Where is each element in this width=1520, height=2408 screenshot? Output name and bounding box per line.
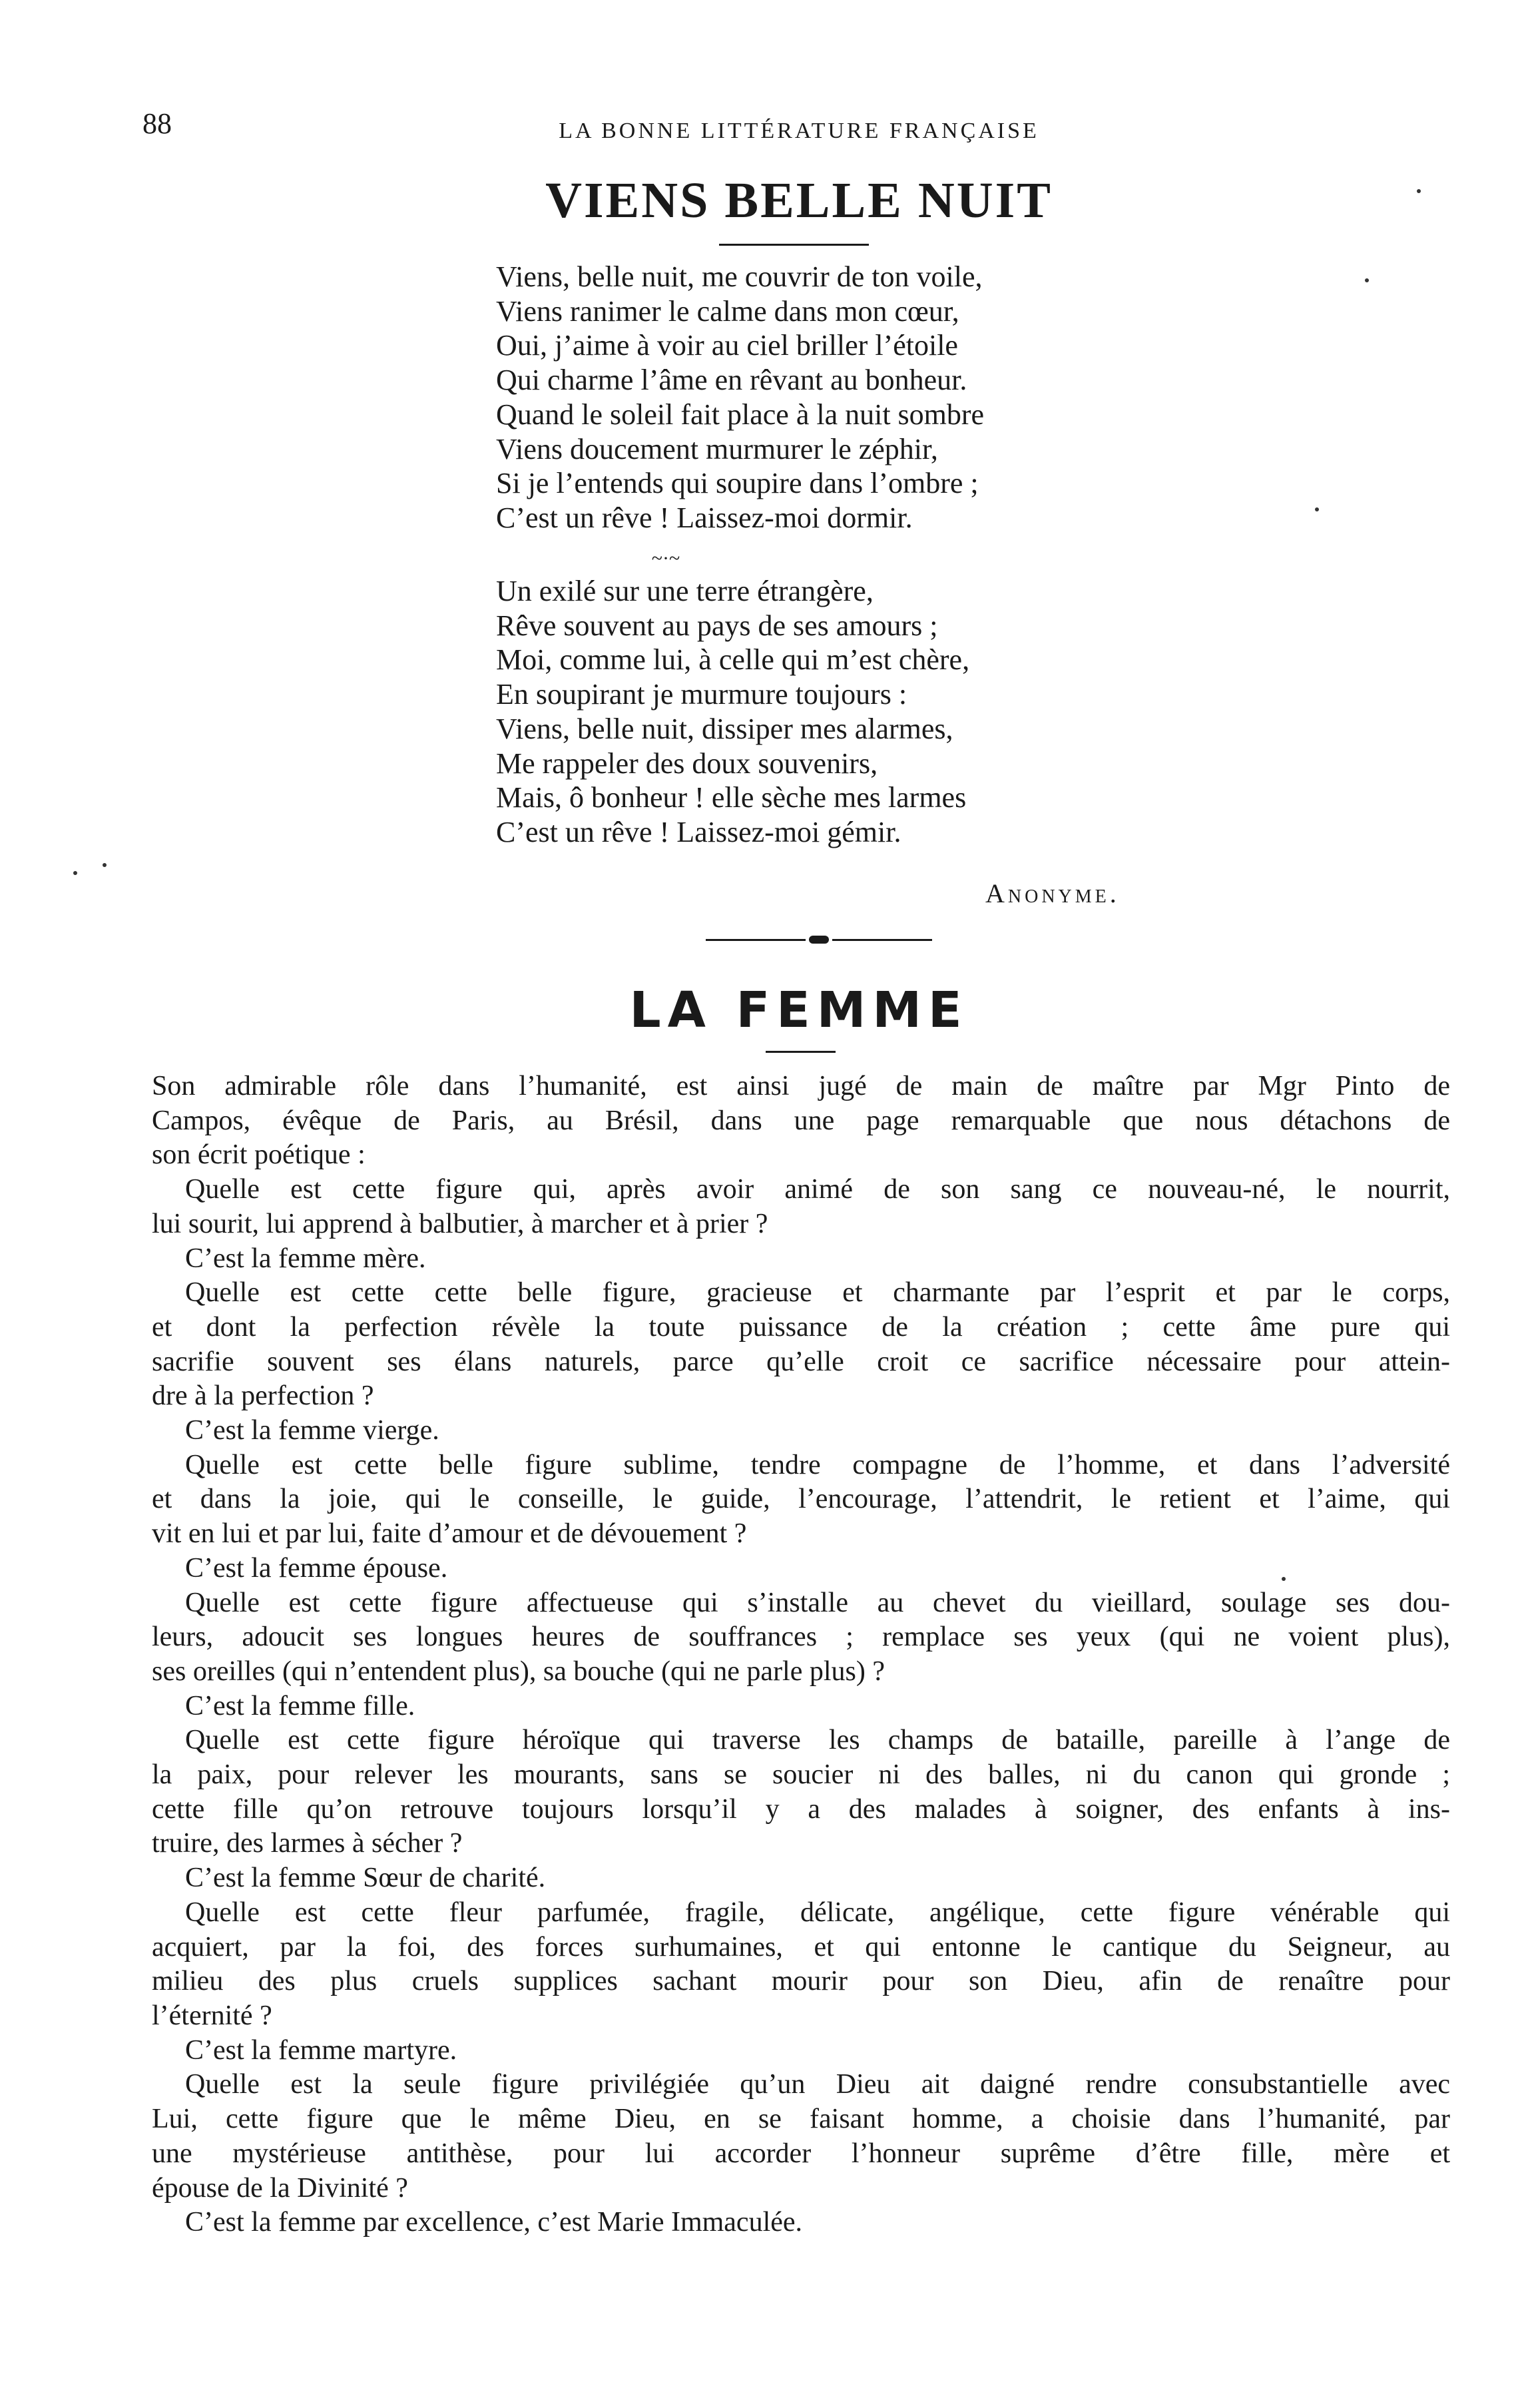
article-line: C’est la femme vierge. (185, 1415, 439, 1446)
title-underline (719, 244, 869, 246)
article-line: sacrifie souvent ses élans naturels, parce qu’elle croit ce sacrifice nécessaire pour attein- (152, 1346, 1450, 1377)
article-body (152, 1069, 1450, 2240)
article-line: Campos, évêque de Paris, au Brésil, dans une page remarquable que nous détachons de (152, 1105, 1450, 1136)
poem-line: C’est un rêve ! Laissez-moi dormir. (496, 501, 913, 534)
poem-stanza-2 (496, 574, 1228, 850)
article-line: Quelle est cette cette belle figure, gracieuse et charmante par l’esprit et par le corps, (185, 1277, 1450, 1309)
print-speck (103, 863, 107, 867)
article-line: truire, des larmes à sécher ? (152, 1828, 463, 1859)
article-line: Quelle est cette figure héroïque qui traverse les champs de bataille, pareille à l’ange de (185, 1725, 1450, 1756)
poem-line: Viens, belle nuit, me couvrir de ton voile, (496, 260, 983, 293)
article-line: Quelle est cette fleur parfumée, fragile, délicate, angélique, cette figure vénérable qui (185, 1897, 1450, 1928)
poem-line: Viens, belle nuit, dissiper mes alarmes, (496, 712, 953, 745)
article-line: son écrit poétique : (152, 1139, 366, 1171)
article-line: et dans la joie, qui le conseille, le guide, l’encourage, l’attendrit, le retient et l’aime, qui (152, 1484, 1450, 1515)
article-line: cette fille qu’on retrouve toujours lorsqu’il y a des malades à soigner, des enfants à ins- (152, 1793, 1450, 1825)
article-title: LA FEMME (629, 982, 969, 1039)
poem-line: Quand le soleil fait place à la nuit sombre (496, 398, 985, 431)
article-line: ses oreilles (qui n’entendent plus), sa bouche (qui ne parle plus) ? (152, 1656, 886, 1687)
stanza-ornament: ~·~ (651, 547, 680, 569)
article-line: lui sourit, lui apprend à balbutier, à marcher et à prier ? (152, 1208, 768, 1239)
poem-stanza-1 (496, 260, 1228, 535)
running-head: LA BONNE LITTÉRATURE FRANÇAISE (559, 119, 1039, 143)
article-title-underline (766, 1051, 836, 1053)
article-line: et dont la perfection révèle la toute puissance de la création ; cette âme pure qui (152, 1311, 1450, 1343)
poem-line: Qui charme l’âme en rêvant au bonheur. (496, 364, 967, 397)
article-line: C’est la femme mère. (185, 1243, 426, 1274)
poem-line: Si je l’entends qui soupire dans l’ombre ; (496, 467, 979, 500)
poem-line: Oui, j’aime à voir au ciel briller l’étoile (496, 329, 958, 362)
article-line: la paix, pour relever les mourants, sans se soucier ni des balles, ni du canon qui gronde ; (152, 1759, 1450, 1791)
article-line: Quelle est cette belle figure sublime, tendre compagne de l’homme, et dans l’adversité (185, 1449, 1450, 1480)
article-line: leurs, adoucit ses longues heures de souffrances ; remplace ses yeux (qui ne voient plus), (152, 1622, 1450, 1653)
poem-line: Mais, ô bonheur ! elle sèche mes larmes (496, 781, 967, 814)
poem-title: VIENS BELLE NUIT (545, 172, 1053, 228)
article-line: une mystérieuse antithèse, pour lui accorder l’honneur suprême d’être fille, mère et (152, 2138, 1450, 2169)
article-line: vit en lui et par lui, faite d’amour et de dévouement ? (152, 1518, 747, 1550)
poem-line: Viens doucement murmurer le zéphir, (496, 432, 938, 465)
print-speck (1315, 507, 1319, 511)
article-line: dre à la perfection ? (152, 1380, 374, 1412)
article-line: C’est la femme martyre. (185, 2034, 457, 2066)
poem-line: Viens ranimer le calme dans mon cœur, (496, 294, 959, 328)
article-line: l’éternité ? (152, 2000, 272, 2031)
article-line: acquiert, par la foi, des forces surhumaines, et qui entonne le cantique du Seigneur, au (152, 1931, 1450, 1962)
print-speck (73, 871, 77, 875)
article-line: C’est la femme par excellence, c’est Marie Immaculée. (185, 2207, 803, 2238)
article-line: Son admirable rôle dans l’humanité, est ainsi jugé de main de maître par Mgr Pinto de (152, 1071, 1450, 1101)
poem-line: Rêve souvent au pays de ses amours ; (496, 609, 938, 642)
poem-line: Un exilé sur une terre étrangère, (496, 575, 874, 607)
article-line: Quelle est cette figure qui, après avoir animé de son sang ce nouveau-né, le nourrit, (185, 1174, 1450, 1205)
poem-line: Moi, comme lui, à celle qui m’est chère, (496, 643, 970, 677)
page-number: 88 (142, 107, 172, 140)
article-line: épouse de la Divinité ? (152, 2172, 408, 2204)
article-line: Quelle est la seule figure privilégiée qu’un Dieu ait daigné rendre consubstantielle avec (185, 2069, 1450, 2100)
section-divider (706, 935, 932, 944)
poem-line: En soupirant je murmure toujours : (496, 678, 907, 711)
print-speck (1365, 278, 1369, 282)
article-line: C’est la femme Sœur de charité. (185, 1863, 546, 1894)
article-line: milieu des plus cruels supplices sachant mourir pour son Dieu, afin de renaître pour (152, 1966, 1450, 1997)
poem-line: C’est un rêve ! Laissez-moi gémir. (496, 815, 901, 848)
article-line: Quelle est cette figure affectueuse qui s’installe au chevet du vieillard, soulage ses dou- (185, 1587, 1450, 1618)
print-speck (1417, 189, 1421, 193)
poem-line: Me rappeler des doux souvenirs, (496, 747, 878, 780)
article-line: C’est la femme fille. (185, 1690, 415, 1721)
print-speck (1282, 1577, 1286, 1581)
poem-signature: Anonyme. (985, 878, 1120, 908)
article-line: Lui, cette figure que le même Dieu, en se faisant homme, a choisie dans l’humanité, par (152, 2104, 1450, 2135)
article-line: C’est la femme épouse. (185, 1552, 448, 1584)
